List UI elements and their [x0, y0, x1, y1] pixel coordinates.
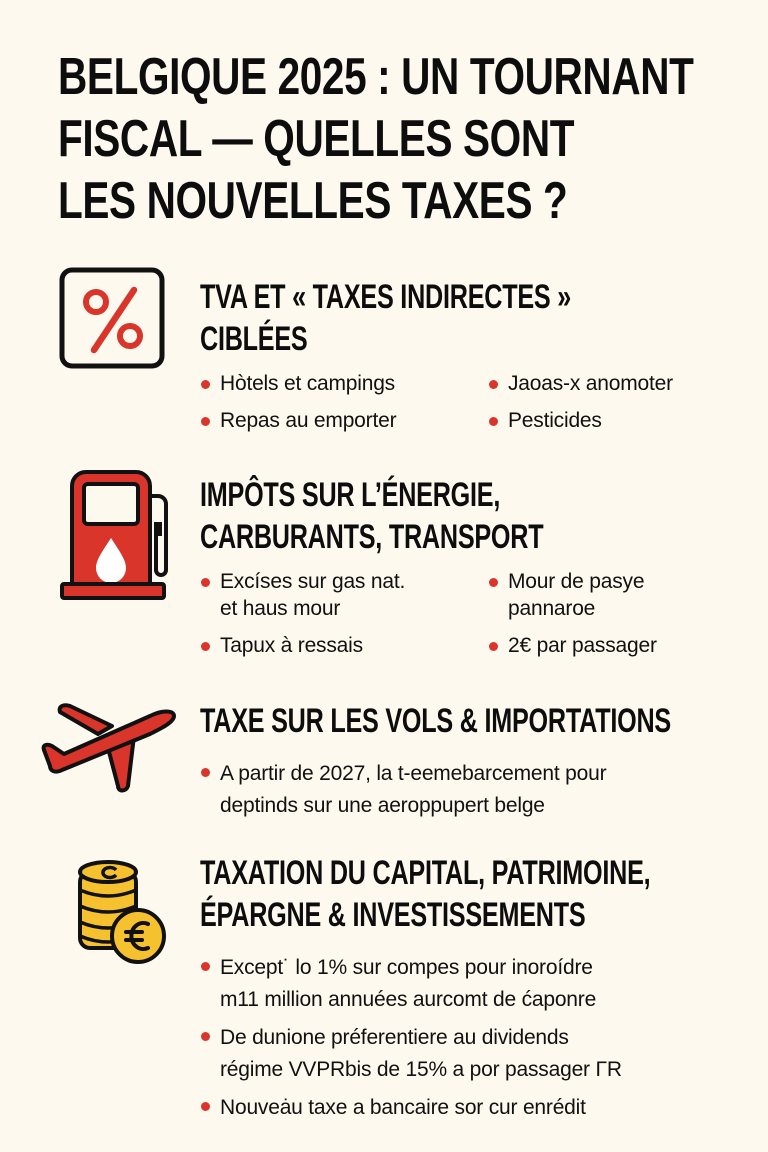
list-item: [200, 758, 606, 822]
list-item: [488, 370, 748, 397]
heading-line-1: TVA ET « TAXES INDIRECTES »: [200, 278, 572, 316]
bullet-text: pannaroe: [508, 597, 596, 620]
title-line-2: FISCAL — QUELLES SONT: [58, 110, 575, 168]
bullet-list: [200, 758, 606, 822]
bullet-text: A partir de 2027, la t-eemebarcement pour: [220, 762, 607, 785]
bullet-text: 2€ par passager: [508, 634, 657, 657]
title-line-1: BELGIQUE 2025 : UN TOURNANT: [58, 48, 694, 106]
bullet-list: [200, 952, 622, 1124]
list-item: [488, 568, 748, 622]
heading-line-2: CARBURANTS, TRANSPORT: [200, 518, 544, 556]
page-title: [58, 46, 713, 232]
heading-line-1: TAXATION DU CAPITAL, PATRIMOINE,: [200, 854, 651, 892]
heading-line-1: IMPÔTS SUR L’ÉNERGIE,: [200, 476, 501, 514]
list-item: [200, 1022, 622, 1086]
bullet-text: régime VVPRbis de 15% a por passager ΓR: [220, 1058, 622, 1081]
fuel-pump-icon: [58, 466, 174, 602]
bullet-text: Repas au emporter: [220, 409, 397, 432]
list-item: [200, 370, 488, 397]
section-heading: [200, 276, 571, 360]
airplane-icon: [38, 698, 178, 794]
bullet-text: Mour de pasye: [508, 570, 645, 593]
bullet-text: Jaoas-x anomoter: [508, 372, 673, 395]
section-heading: [200, 474, 543, 558]
percent-icon: [58, 266, 166, 370]
bullet-text: Hòtels et campings: [220, 372, 395, 395]
euro-coins-icon: [74, 858, 170, 968]
bullet-text: Tapux à ressais: [220, 634, 363, 657]
list-item: [488, 632, 748, 659]
bullet-text: Pesticides: [508, 409, 602, 432]
bullet-text: Except˙ lo 1% sur compes pour inoroídre: [220, 956, 593, 979]
bullet-text: et haus mour: [220, 597, 341, 620]
section-heading: [200, 700, 671, 742]
bullet-text: Excíses sur gas nat.: [220, 570, 406, 593]
list-item: [200, 1092, 622, 1124]
bullet-text: m11 million annuées aurcomt de ćaponre: [220, 988, 597, 1011]
heading-line-2: CIBLÉES: [200, 320, 308, 358]
list-item: [200, 632, 488, 659]
bullet-text: deptinds sur une aeroppupert belge: [220, 794, 545, 817]
heading-line-2: ÉPARGNE & INVESTISSEMENTS: [200, 896, 586, 934]
bullet-list: [200, 370, 748, 434]
bullet-text: Nouveȧu taxe a bancaire sor cur enrédit: [220, 1096, 586, 1119]
bullet-text: De dunione préferentiere au dividends: [220, 1026, 569, 1049]
list-item: [200, 407, 488, 434]
list-item: [200, 952, 622, 1016]
bullet-list: [200, 568, 748, 659]
heading-line-1: TAXE SUR LES VOLS & IMPORTATIONS: [200, 702, 671, 740]
list-item: [200, 568, 488, 622]
list-item: [488, 407, 748, 434]
section-heading: [200, 852, 650, 936]
title-line-3: LES NOUVELLES TAXES ?: [58, 172, 568, 230]
